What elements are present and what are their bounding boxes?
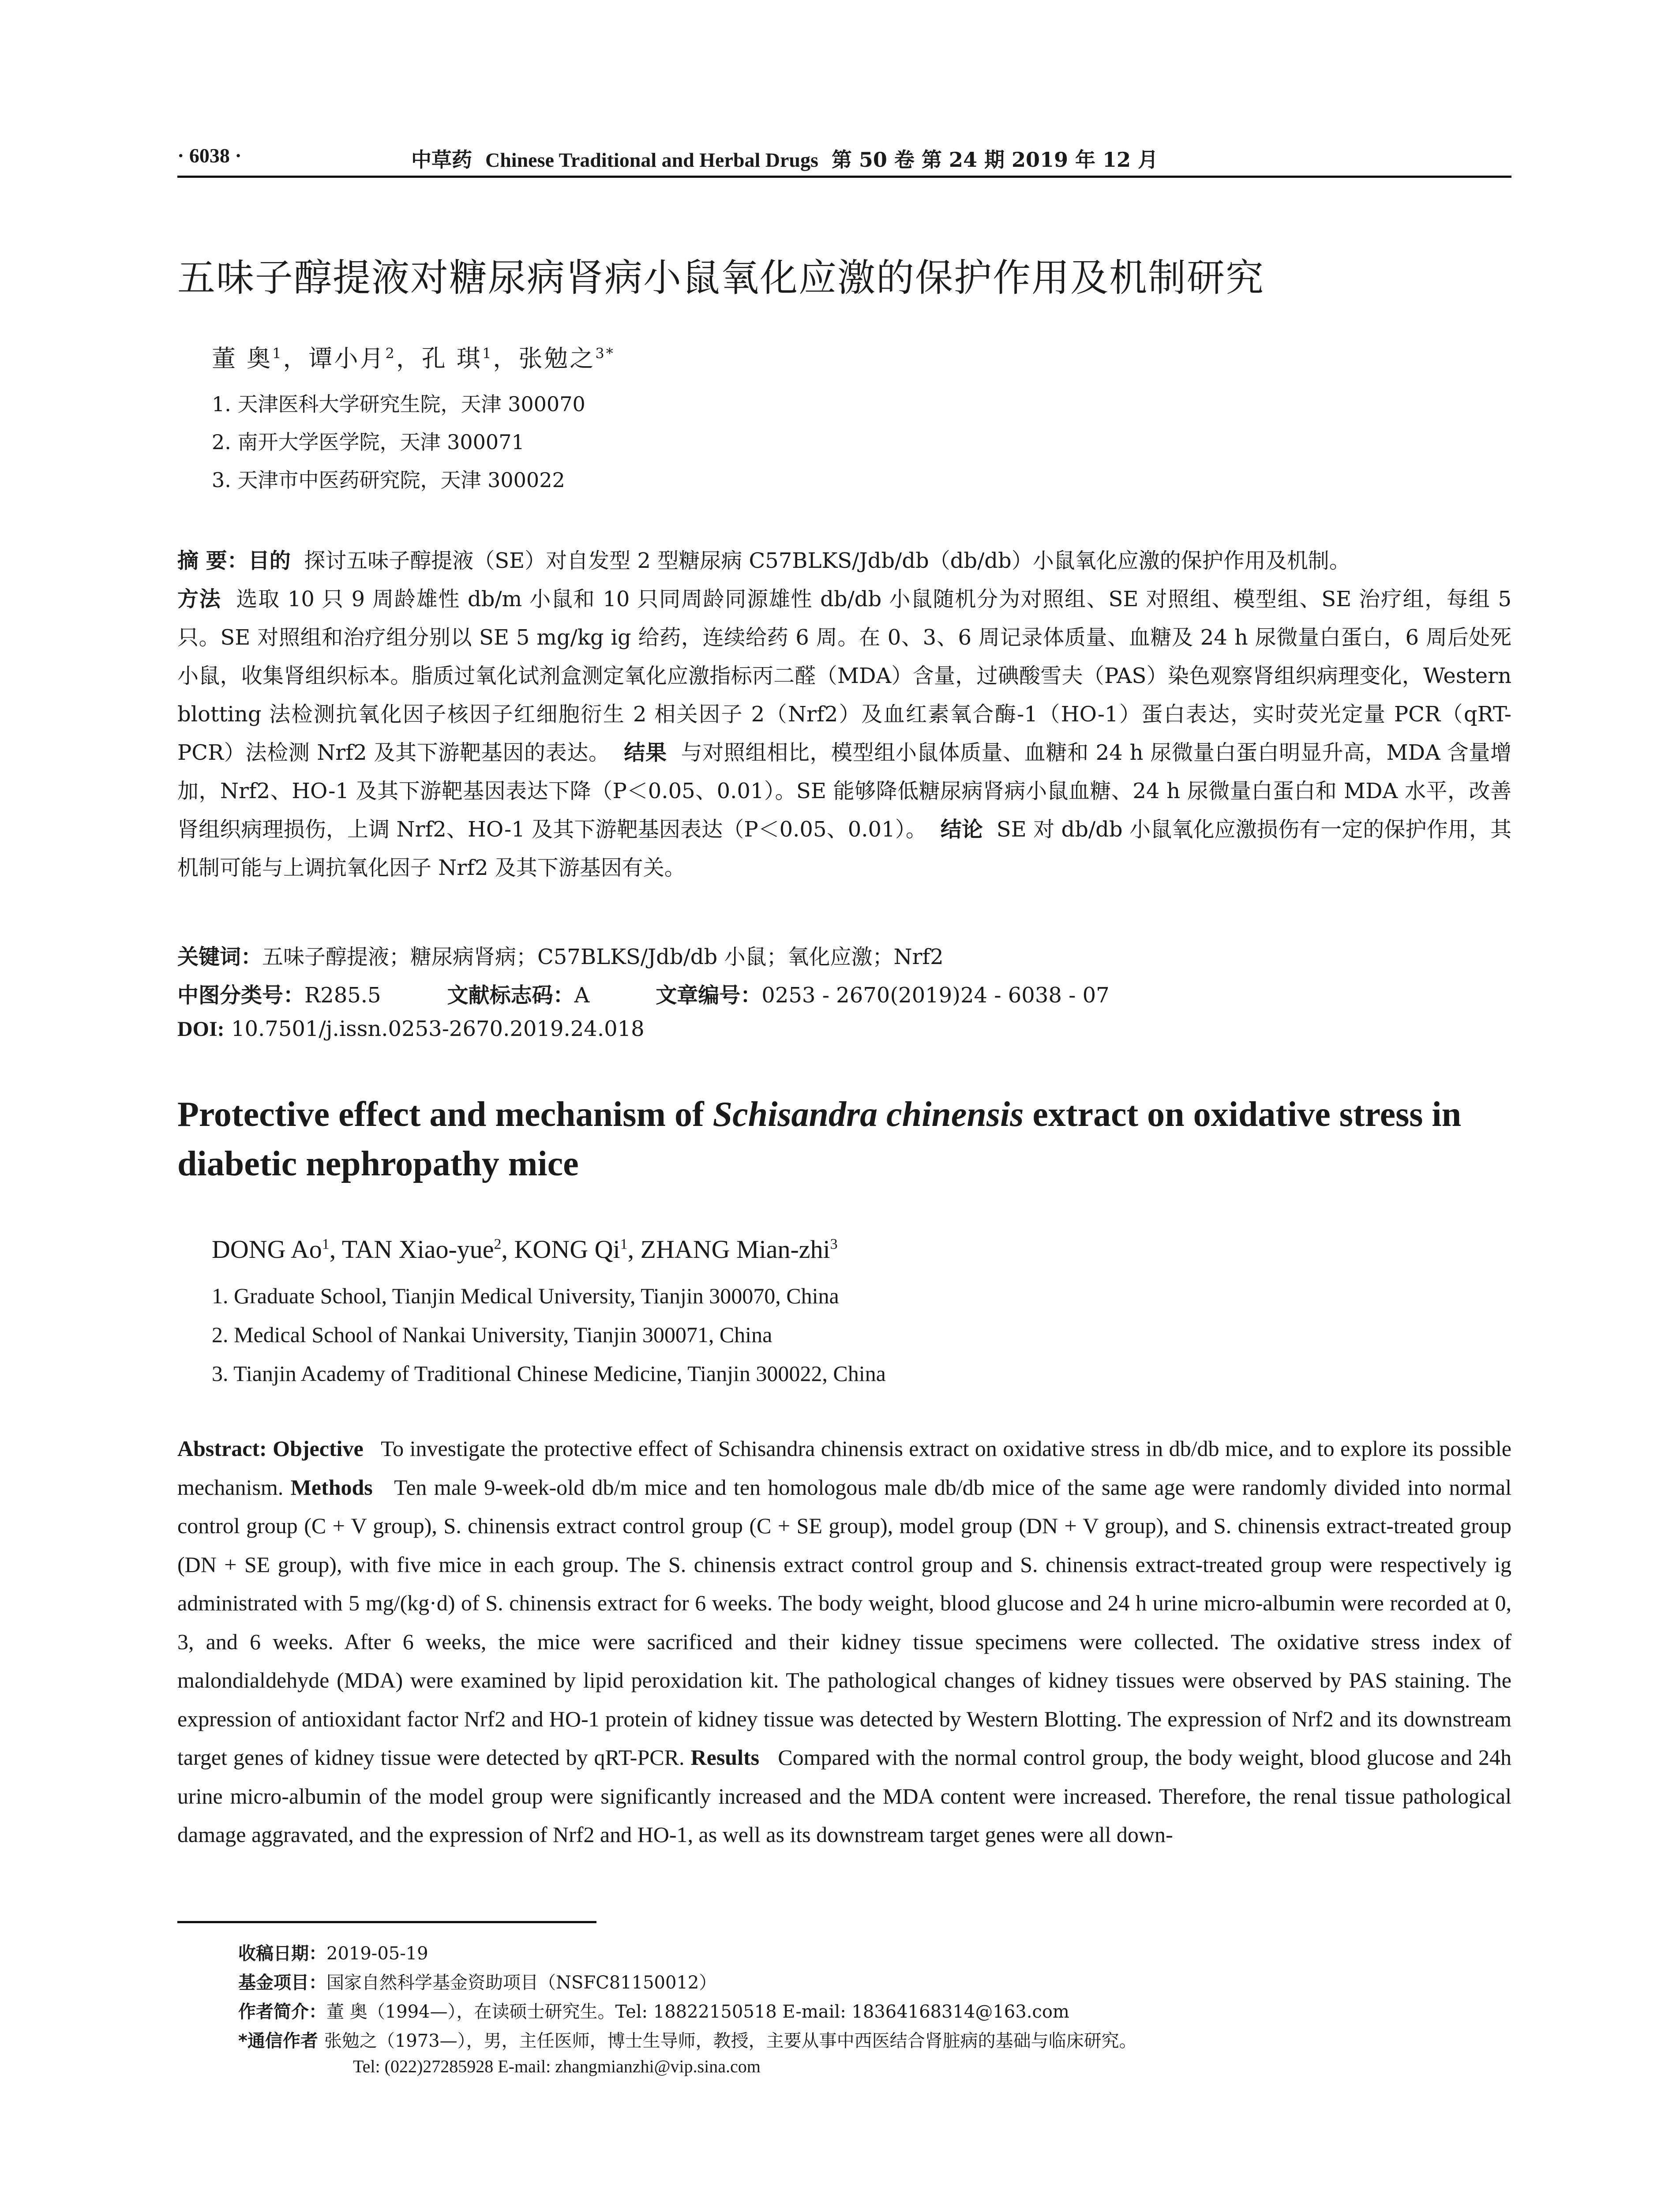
abstract-en-label: Abstract: <box>177 1436 273 1461</box>
author-sep: , <box>501 1235 514 1264</box>
keywords <box>177 940 944 970</box>
methods-en-label: Methods <box>290 1474 373 1500</box>
abstract-cn-label: 摘 要： <box>177 548 248 573</box>
affiliation-cn-1: 1. 天津医科大学研究生院，天津 300070 <box>212 392 585 416</box>
author-sep: ， <box>493 345 519 372</box>
author-en-3: KONG Qi <box>514 1235 620 1264</box>
clc-label: 中图分类号： <box>177 983 305 1008</box>
author-cn-3-sup: 1 <box>482 345 493 362</box>
objective-en-label: Objective <box>273 1436 364 1461</box>
doi <box>177 1017 645 1041</box>
conclusion-cn-label: 结论 <box>940 817 983 842</box>
clc-value: R285.5 <box>304 983 381 1008</box>
results-cn: 与对照组相比，模型组小鼠体质量、血糖和 24 h 尿微量白蛋白明显升高，MDA 含量增加，Nrf2、HO-1 及其下游靶基因表达下降（P＜0.05、0.01）。SE 能够降低糖尿病肾病小鼠血糖、24 h 尿微量白蛋白和 MDA 水平，改善肾组织病理损伤，上调 Nrf2、HO-1 及其下游靶基因表达（P＜0.05、0.01）。 <box>177 740 1512 842</box>
results-en-label: Results <box>690 1745 760 1770</box>
affiliation-en-2: 2. Medical School of Nankai University, Tianjin 300071, China <box>212 1322 772 1347</box>
author-en-4: ZHANG Mian-zhi <box>640 1235 830 1264</box>
conclusion-cn: SE 对 db/db 小鼠氧化应激损伤有一定的保护作用，其机制可能与上调抗氧化因子 Nrf2 及其下游基因有关。 <box>177 817 1512 880</box>
article-number-value: 0253 - 2670(2019)24 - 6038 - 07 <box>761 983 1110 1008</box>
authors-cn <box>212 340 615 374</box>
affiliation-en-3: 3. Tianjin Academy of Traditional Chinese Medicine, Tianjin 300022, China <box>212 1361 886 1386</box>
author-en-1-sup: 1 <box>322 1236 330 1253</box>
footnote-text: Tel: (022)27285928 E-mail: zhangmianzhi@vip.sina.com <box>353 2056 761 2076</box>
footnote-funding <box>238 1969 716 1994</box>
journal-name-cn: 中草药 <box>411 148 472 172</box>
journal-name <box>411 144 1158 173</box>
footnote-label: *通信作者 <box>238 2031 324 2051</box>
author-cn-1-sup: 1 <box>272 345 283 362</box>
author-cn-2: 谭小月 <box>308 345 386 372</box>
footnote-text: 2019-05-19 <box>326 1943 428 1964</box>
classification <box>177 978 1110 1009</box>
author-sep: ， <box>396 345 422 372</box>
author-sep: , <box>627 1235 641 1264</box>
title-en <box>177 1090 1545 1189</box>
footnote-label: 收稿日期： <box>238 1943 326 1964</box>
keywords-label: 关键词： <box>177 945 262 969</box>
footnote-divider <box>177 1921 596 1923</box>
footnote-label: 作者简介： <box>238 2002 326 2022</box>
author-sep: , <box>329 1235 342 1264</box>
keywords-value: 五味子醇提液；糖尿病肾病；C57BLKS/Jdb/db 小鼠；氧化应激；Nrf2 <box>262 945 944 969</box>
objective-cn-label: 目的 <box>248 548 291 573</box>
results-cn-label: 结果 <box>624 740 667 765</box>
author-cn-2-sup: 2 <box>385 345 396 362</box>
methods-en: Ten male 9-week-old db/m mice and ten homologous male db/db mice of the same age were randomly divided into normal control group (C + V group), S. chinensis extract control group (C + SE group), model group (DN + V group), and S. chinensis extract-treated group (DN + SE group), with five mice in each group. The S. chinensis extract control group and S. chinensis extract-treated group were respectively ig administrated with 5 mg/(kg·d) of S. chinensis extract for 6 weeks. The body weight, blood glucose and 24 h urine micro-albumin were recorded at 0, 3, and 6 weeks. After 6 weeks, the mice were sacrificed and their kidney tissue specimens were collected. The oxidative stress index of malondialdehyde (MDA) were examined by lipid peroxidation kit. The pathological changes of kidney tissues were observed by PAS staining. The expression of antioxidant factor Nrf2 and HO-1 protein of kidney tissue was detected by Western Blotting. The expression of Nrf2 and its downstream target genes of kidney tissue were detected by qRT-PCR. <box>177 1474 1511 1770</box>
footnote-label: 基金项目： <box>238 1973 326 1993</box>
author-en-2-sup: 2 <box>494 1236 502 1253</box>
article-number-label: 文章编号： <box>656 983 762 1008</box>
abstract-cn <box>177 542 1511 887</box>
affiliation-cn-3: 3. 天津市中医药研究院，天津 300022 <box>212 468 565 492</box>
footnote-corresponding <box>238 2027 1137 2052</box>
footnote-text: 董 奥（1994—），在读硕士研究生。Tel: 18822150518 E-mail: 18364168314@163.com <box>326 2002 1069 2022</box>
title-en-part2: extract on oxidative stress in diabetic nephropathy mice <box>177 1095 1462 1183</box>
doi-label: DOI: <box>177 1017 225 1041</box>
title-en-species: Schisandra chinensis <box>712 1095 1024 1134</box>
affiliation-en-1: 1. Graduate School, Tianjin Medical University, Tianjin 300070, China <box>212 1283 839 1308</box>
author-cn-4-sup: 3* <box>595 345 615 362</box>
objective-en: To investigate the protective effect of Schisandra chinensis extract on oxidative stress in db/db mice, and to explore its possible mechanism. <box>177 1436 1511 1500</box>
doc-code-label: 文献标志码： <box>447 983 574 1008</box>
title-cn: 五味子醇提液对糖尿病肾病小鼠氧化应激的保护作用及机制研究 <box>177 256 1264 300</box>
methods-cn: 选取 10 只 9 周龄雄性 db/m 小鼠和 10 只同周龄同源雄性 db/db 小鼠随机分为对照组、SE 对照组、模型组、SE 治疗组，每组 5 只。SE 对照组和治疗组分别以 SE 5 mg/kg ig 给药，连续给药 6 周。在 0、3、6 周记录体质量、血糖及 24 h 尿微量白蛋白，6 周后处死小鼠，收集肾组织标本。脂质过氧化试剂盒测定氧化应激指标丙二醛（MDA）含量，过碘酸雪夫（PAS）染色观察肾组织病理变化，Western blotting 法检测抗氧化因子核因子红细胞衍生 2 相关因子 2（Nrf2）及血红素氧合酶-1（HO-1）蛋白表达，实时荧光定量 PCR（qRT-PCR）法检测 Nrf2 及其下游靶基因的表达。 <box>177 587 1511 765</box>
footnote-text: 国家自然科学基金资助项目（NSFC81150012） <box>326 1973 717 1993</box>
author-en-4-sup: 3 <box>830 1236 838 1253</box>
author-en-3-sup: 1 <box>620 1236 628 1253</box>
author-cn-1: 董 奥 <box>212 345 273 372</box>
author-en-1: DONG Ao <box>212 1235 322 1264</box>
objective-cn: 探讨五味子醇提液（SE）对自发型 2 型糖尿病 C57BLKS/Jdb/db（db/db）小鼠氧化应激的保护作用及机制。 <box>304 548 1350 573</box>
doi-value[interactable]: 10.7501/j.issn.0253-2670.2019.24.018 <box>231 1017 645 1041</box>
footnote-text: 张勉之（1973—），男，主任医师，博士生导师，教授，主要从事中西医结合肾脏病的基础与临床研究。 <box>324 2031 1137 2051</box>
footnote-author-bio <box>238 1998 1069 2023</box>
methods-cn-label: 方法 <box>177 587 221 612</box>
author-en-2: TAN Xiao-yue <box>341 1235 494 1264</box>
title-en-part1: Protective effect and mechanism of <box>177 1095 713 1134</box>
footnote-contact <box>353 2056 761 2077</box>
doc-code-value: A <box>574 983 590 1008</box>
results-en: Compared with the normal control group, the body weight, blood glucose and 24h urine micro-albumin of the model group were significantly increased and the MDA content were increased. Therefore, the renal tissue pathological damage aggravated, and the expression of Nrf2 and HO-1, as well as its downstream target genes were all down- <box>177 1745 1512 1847</box>
author-cn-3: 孔 琪 <box>421 345 483 372</box>
abstract-en <box>177 1429 1511 1854</box>
issue-info: 第 50 卷 第 24 期 2019 年 12 月 <box>831 148 1159 172</box>
running-header <box>177 140 1511 178</box>
authors-en <box>212 1234 838 1264</box>
author-cn-4: 张勉之 <box>518 345 596 372</box>
page-number: · 6038 · <box>177 144 242 167</box>
journal-name-en: Chinese Traditional and Herbal Drugs <box>485 149 818 171</box>
affiliation-cn-2: 2. 南开大学医学院，天津 300071 <box>212 430 525 454</box>
footnote-received <box>238 1940 428 1965</box>
author-sep: ， <box>283 345 309 372</box>
